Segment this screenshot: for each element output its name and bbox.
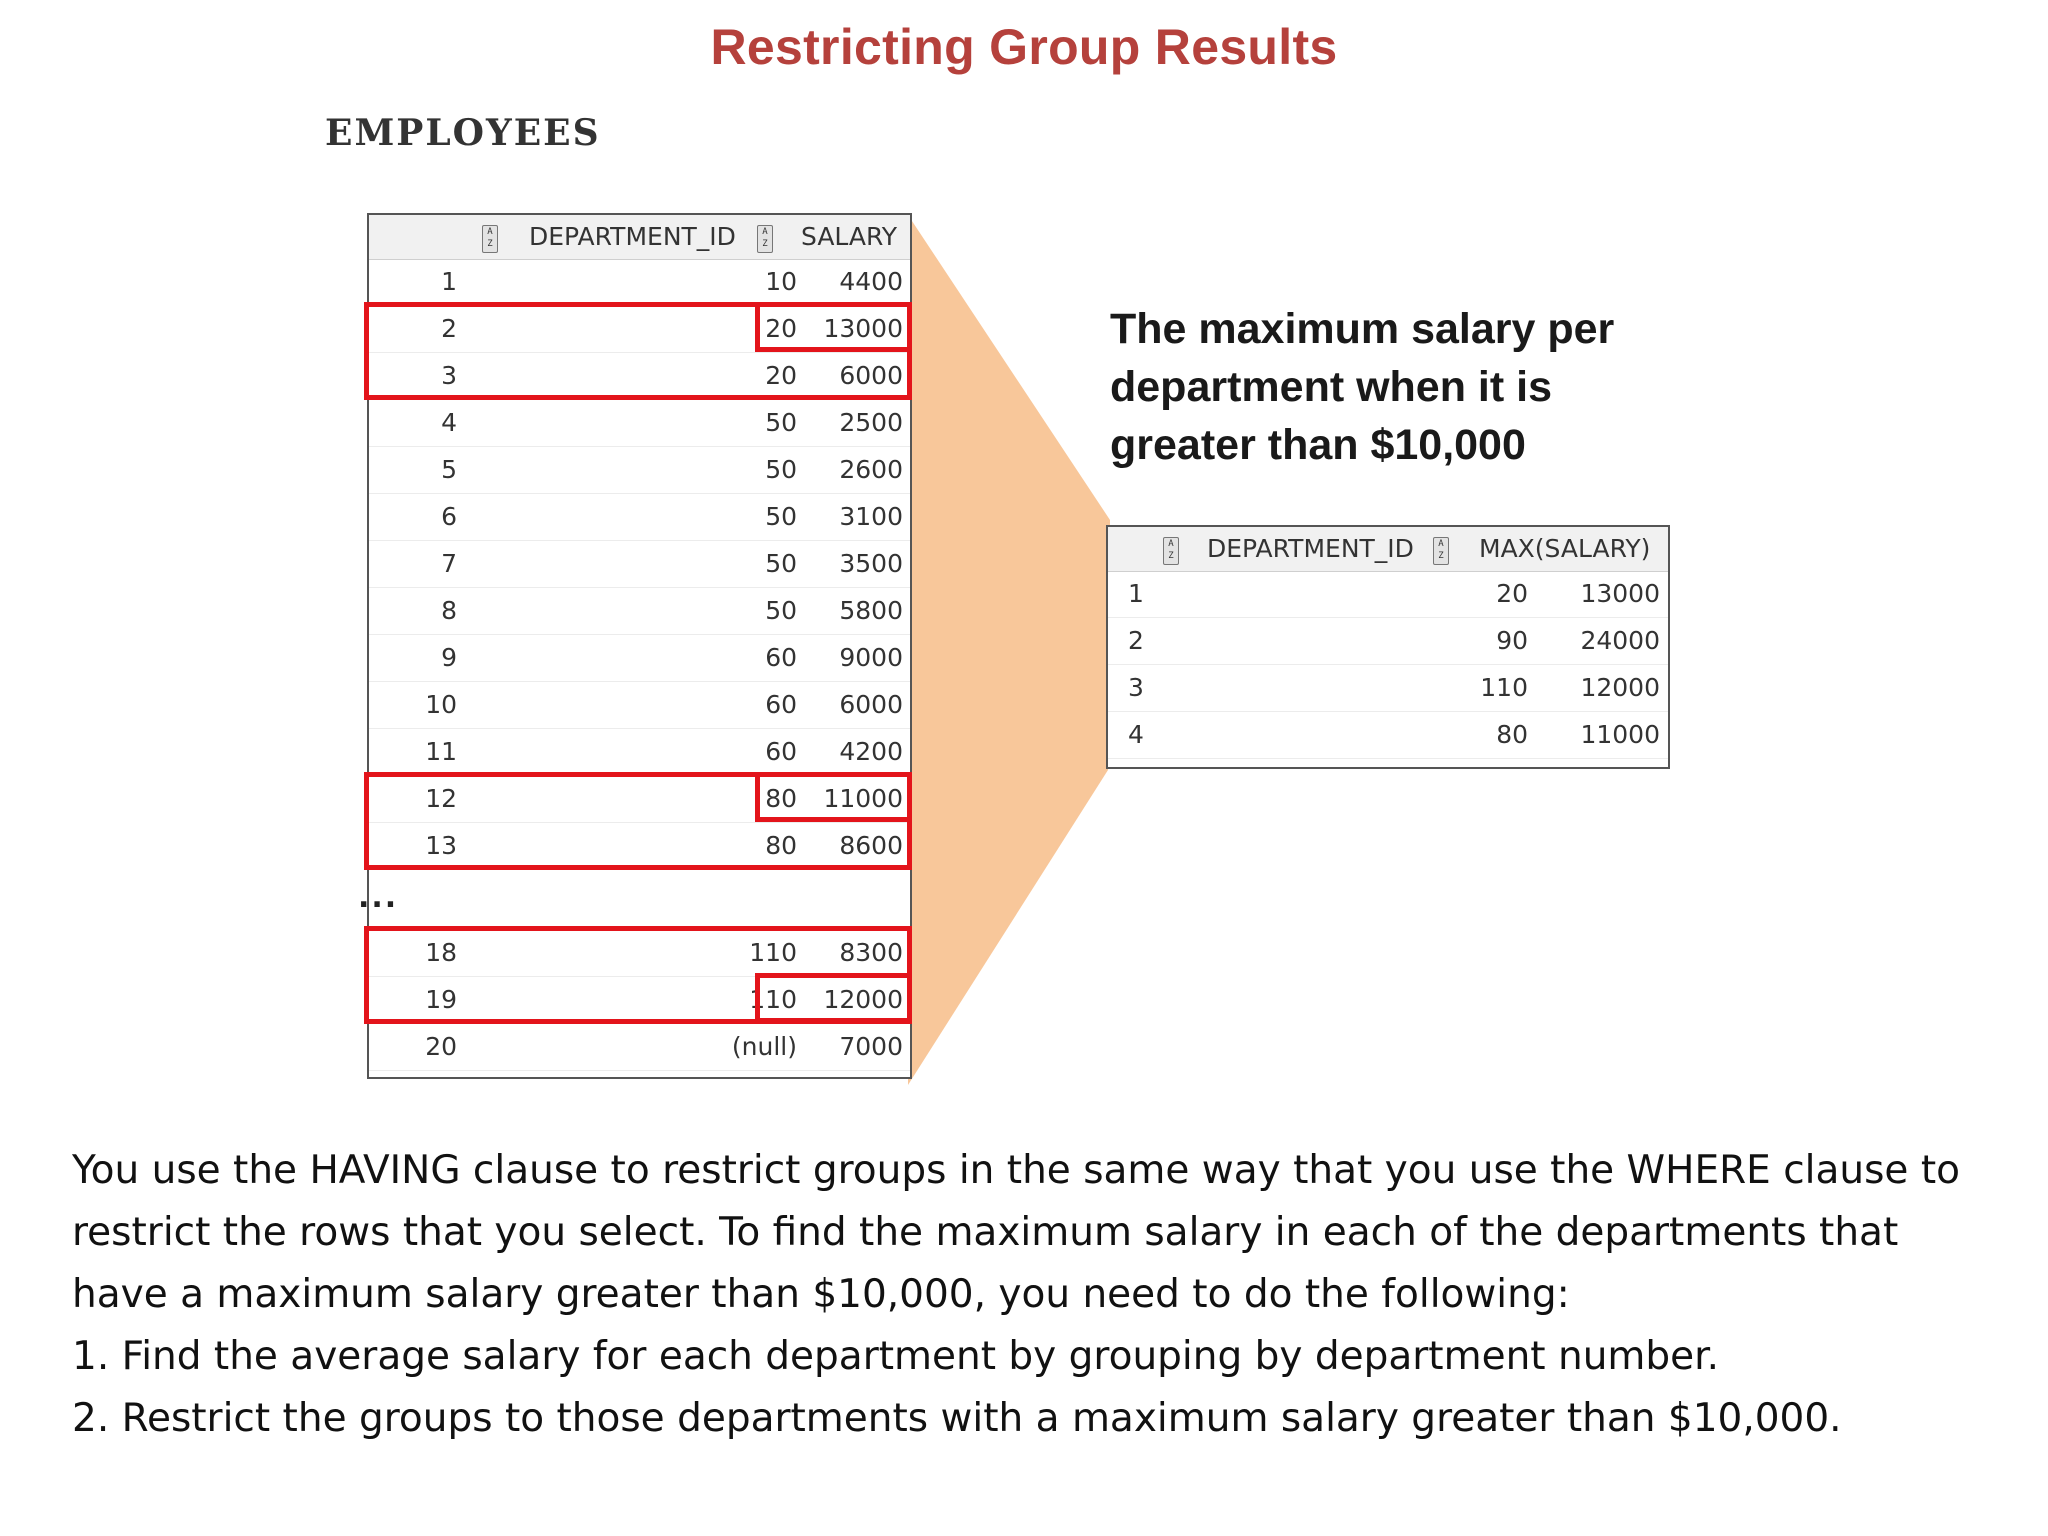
salary-cell: 13000 — [823, 314, 903, 343]
max-salary-cell: 12000 — [1580, 673, 1660, 702]
salary-cell: 6000 — [839, 361, 903, 390]
row-number: 2 — [441, 314, 457, 343]
table-row[interactable] — [369, 729, 910, 776]
department-id-cell: 110 — [749, 985, 797, 1014]
department-id-cell: 50 — [765, 408, 797, 437]
slide-title: Restricting Group Results — [710, 19, 1338, 75]
description — [72, 1140, 1992, 1450]
salary-cell: 7000 — [839, 1032, 903, 1061]
department-id-cell: 50 — [765, 596, 797, 625]
sort-icon[interactable]: A Z — [757, 225, 773, 253]
table-row[interactable] — [1108, 665, 1668, 712]
row-number: 20 — [425, 1032, 457, 1061]
row-number: 1 — [441, 267, 457, 296]
row-number: 19 — [425, 985, 457, 1014]
max-salary-cell: 24000 — [1580, 626, 1660, 655]
column-header-salary[interactable]: SALARY — [801, 222, 898, 251]
sort-icon[interactable]: A Z — [1433, 537, 1449, 565]
table-row[interactable] — [369, 541, 910, 588]
row-number: 18 — [425, 938, 457, 967]
result-table — [1106, 525, 1670, 769]
row-number: 3 — [441, 361, 457, 390]
max-salary-highlight-box — [755, 772, 912, 822]
salary-cell: 8600 — [839, 831, 903, 860]
row-number: 7 — [441, 549, 457, 578]
table-row[interactable] — [369, 494, 910, 541]
salary-cell: 4400 — [839, 267, 903, 296]
description-paragraph: You use the HAVING clause to restrict groups in the same way that you use the WHERE clause to restrict the rows that you select. To find the maximum salary in each of the departments that have a maximum salary greater than $10,000, you need to do the following: — [72, 1148, 1960, 1317]
table-row[interactable] — [1108, 712, 1668, 759]
department-id-cell: 20 — [1496, 579, 1528, 608]
employees-table-label: EMPLOYEES — [325, 112, 601, 154]
table-row[interactable] — [369, 400, 910, 447]
result-table-header — [1108, 527, 1668, 572]
table-row[interactable] — [369, 259, 910, 306]
table-row[interactable] — [369, 588, 910, 635]
callout-text — [1110, 300, 1730, 474]
sort-icon[interactable]: A Z — [1163, 537, 1179, 565]
row-number: 10 — [425, 690, 457, 719]
table-row[interactable] — [369, 447, 910, 494]
description-step-1: 1. Find the average salary for each department by grouping by department number. — [72, 1334, 1720, 1379]
salary-cell: 11000 — [823, 784, 903, 813]
row-number: 13 — [425, 831, 457, 860]
row-number: 5 — [441, 455, 457, 484]
salary-cell: 3100 — [839, 502, 903, 531]
table-row[interactable] — [369, 635, 910, 682]
department-id-cell: 90 — [1496, 626, 1528, 655]
employees-table-header — [369, 215, 910, 260]
row-number: 4 — [441, 408, 457, 437]
department-id-cell: 50 — [765, 549, 797, 578]
callout-line: greater than $10,000 — [1110, 421, 1526, 469]
department-id-cell: 10 — [765, 267, 797, 296]
department-id-cell: (null) — [731, 1032, 797, 1061]
department-id-cell: 60 — [765, 737, 797, 766]
department-id-cell: 50 — [765, 455, 797, 484]
max-salary-highlight-box — [755, 302, 912, 352]
row-number: 3 — [1128, 673, 1144, 702]
row-number: 4 — [1128, 720, 1144, 749]
callout-line: The maximum salary per — [1110, 305, 1615, 353]
callout-line: department when it is — [1110, 363, 1553, 411]
salary-cell: 12000 — [823, 985, 903, 1014]
department-id-cell: 20 — [765, 361, 797, 390]
department-id-cell: 80 — [765, 784, 797, 813]
table-row[interactable] — [1108, 571, 1668, 618]
max-salary-cell: 11000 — [1580, 720, 1660, 749]
department-id-cell: 60 — [765, 690, 797, 719]
row-number: 12 — [425, 784, 457, 813]
row-number: 9 — [441, 643, 457, 672]
row-number: 1 — [1128, 579, 1144, 608]
max-salary-cell: 13000 — [1580, 579, 1660, 608]
row-number: 8 — [441, 596, 457, 625]
department-id-cell: 80 — [765, 831, 797, 860]
max-salary-highlight-box — [755, 973, 912, 1023]
sort-icon[interactable]: A Z — [482, 225, 498, 253]
row-number: 11 — [425, 737, 457, 766]
column-header-department-id[interactable]: DEPARTMENT_ID — [1207, 534, 1414, 563]
department-id-cell: 20 — [765, 314, 797, 343]
table-row[interactable] — [369, 682, 910, 729]
table-row[interactable] — [1108, 618, 1668, 665]
table-row[interactable] — [369, 1024, 910, 1071]
salary-cell: 3500 — [839, 549, 903, 578]
row-number: 6 — [441, 502, 457, 531]
salary-cell: 2600 — [839, 455, 903, 484]
salary-cell: 8300 — [839, 938, 903, 967]
column-header-department-id[interactable]: DEPARTMENT_ID — [529, 222, 736, 251]
department-id-cell: 60 — [765, 643, 797, 672]
salary-cell: 4200 — [839, 737, 903, 766]
department-id-cell: 50 — [765, 502, 797, 531]
salary-cell: 2500 — [839, 408, 903, 437]
department-id-cell: 110 — [749, 938, 797, 967]
department-id-cell: 110 — [1480, 673, 1528, 702]
salary-cell: 6000 — [839, 690, 903, 719]
row-number: 2 — [1128, 626, 1144, 655]
salary-cell: 5800 — [839, 596, 903, 625]
rows-omitted-ellipsis: ... — [358, 880, 399, 915]
salary-cell: 9000 — [839, 643, 903, 672]
description-step-2: 2. Restrict the groups to those departments with a maximum salary greater than $10,000. — [72, 1396, 1842, 1441]
department-id-cell: 80 — [1496, 720, 1528, 749]
column-header-max-salary[interactable]: MAX(SALARY) — [1479, 534, 1651, 563]
